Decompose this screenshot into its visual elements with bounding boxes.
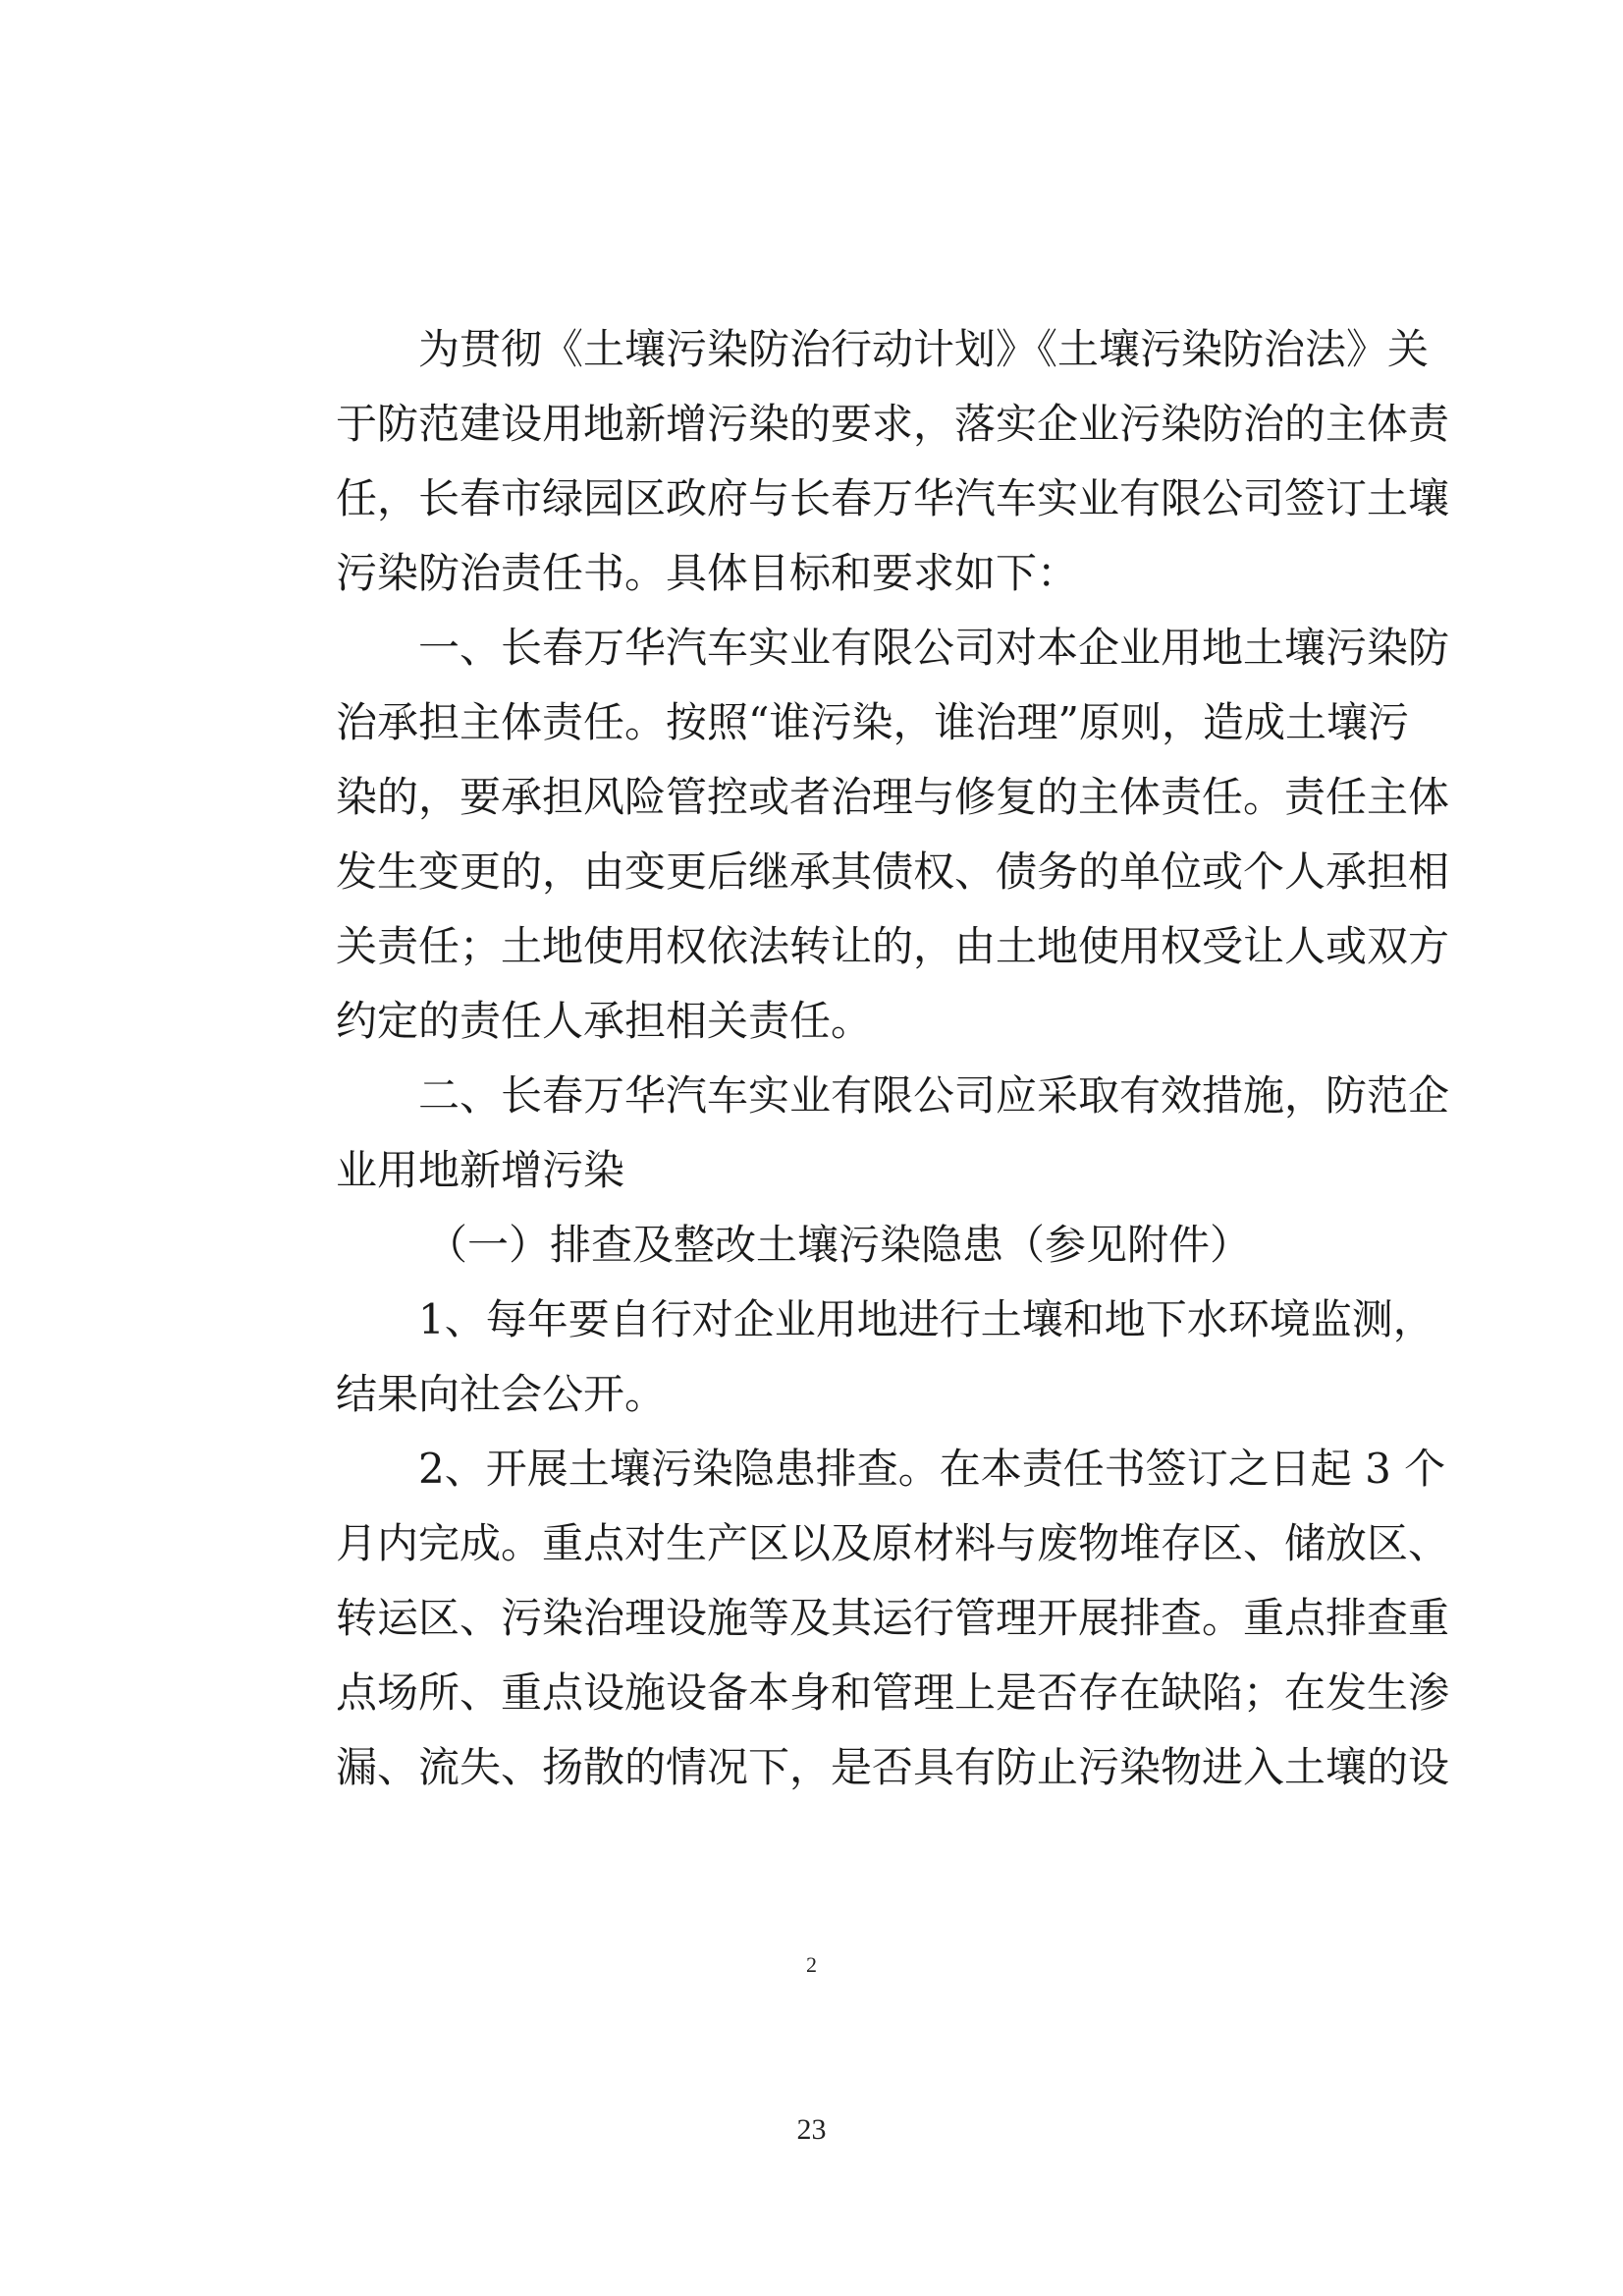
paragraph-line: 1、每年要自行对企业用地进行土壤和地下水环境监测， (418, 1295, 1434, 1343)
paragraph-line: 结果向社会公开。 (336, 1370, 667, 1418)
paragraph-line: 发生变更的，由变更后继承其债权、债务的单位或个人承担相 (336, 847, 1450, 896)
paragraph-line: 点场所、重点设施设备本身和管理上是否存在缺陷；在发生渗 (336, 1668, 1450, 1717)
paragraph-line: 月内完成。重点对生产区以及原材料与废物堆存区、储放区、 (336, 1519, 1450, 1567)
paragraph-line: 2、开展土壤污染隐患排查。在本责任书签订之日起 3 个 (418, 1445, 1446, 1493)
inner-page-number: 2 (806, 1952, 817, 1977)
paragraph-line: 约定的责任人承担相关责任。 (336, 997, 873, 1045)
paragraph-line: 治承担主体责任。按照“谁污染，谁治理”原则，造成土壤污 (336, 698, 1409, 746)
paragraph-line: 任，长春市绿园区政府与长春万华汽车实业有限公司签订土壤 (336, 474, 1450, 522)
outer-page-number: 23 (796, 2113, 827, 2146)
paragraph-line: 于防范建设用地新增污染的要求，落实企业污染防治的主体责 (336, 400, 1450, 448)
paragraph-line: 一、长春万华汽车实业有限公司对本企业用地土壤污染防 (418, 624, 1450, 672)
paragraph-line: 业用地新增污染 (336, 1146, 625, 1194)
paragraph-line: 为贯彻《土壤污染防治行动计划》《土壤污染防治法》关 (418, 325, 1430, 373)
section-subheading: （一）排查及整改土壤污染隐患（参见附件） (426, 1221, 1252, 1269)
paragraph-line: 漏、流失、扬散的情况下，是否具有防止污染物进入土壤的设 (336, 1743, 1450, 1791)
paragraph-line: 关责任；土地使用权依法转让的，由土地使用权受让人或双方 (336, 922, 1450, 970)
paragraph-line: 染的，要承担风险管控或者治理与修复的主体责任。责任主体 (336, 773, 1450, 821)
paragraph-line: 转运区、污染治理设施等及其运行管理开展排查。重点排查重 (336, 1594, 1450, 1642)
paragraph-line: 二、长春万华汽车实业有限公司应采取有效措施，防范企 (418, 1071, 1450, 1120)
paragraph-line: 污染防治责任书。具体目标和要求如下： (336, 549, 1079, 597)
